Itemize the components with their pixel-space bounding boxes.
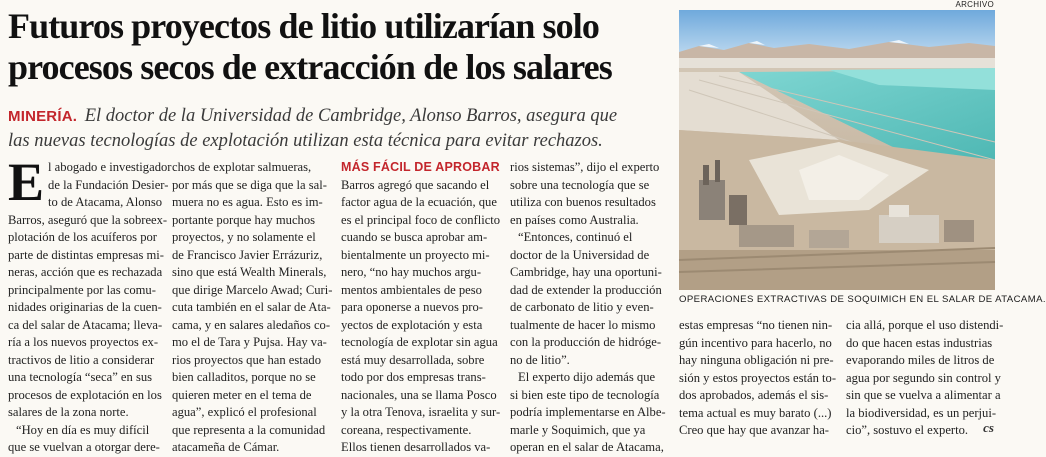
text-line: todo por dos empresas trans- [341,370,486,384]
text-line: podría implementarse en Albe- [510,405,666,419]
text-line: neras, acción que es rechazada [8,265,163,279]
text-line: estas empresas “no tienen nin- [679,318,833,332]
text-line: de Francisco Javier Errázuriz, [172,247,323,262]
article-column-3 [341,159,501,457]
text-line: cuando se busca aprobar am- [341,230,488,244]
salar-photo [679,10,995,290]
author-end-mark: cs [983,420,994,435]
text-line: bien calladitos, porque no se [172,370,316,384]
text-line: nidades originarias de la cuen- [8,300,162,314]
headline [8,6,673,88]
text-line: salares de la zona norte. [8,405,129,419]
text-line: tema actual es muy barato (...) [679,405,832,420]
text-line: plotación de los acuíferos por [8,230,157,244]
text-line: quieren meter en el tema de [172,387,312,402]
salar-landscape-image [679,10,995,290]
text-line: por más que se diga que la sal- [172,177,327,192]
text-line: es el principal foco de conflicto [341,212,501,227]
article-column-4 [510,159,672,457]
text-line: está muy desarrollada, sobre [341,352,485,367]
text-line: la biodiversidad, es un perjui- [846,405,997,420]
text-line: marle y Soquimich, que ya [510,422,646,437]
text-line: principalmente por las comu- [8,282,156,297]
text-line: muera no es agua. Esto es im- [172,195,323,209]
text-line: evaporando miles de litros de [846,353,995,367]
text-line: do que hacen estas industrias [846,335,993,350]
photo-caption: OPERACIONES EXTRACTIVAS DE SOQUIMICH EN EL SALAR DE ATACAMA. [679,294,1046,305]
text-line: ca del salar de Atacama; lleva- [8,317,163,332]
text-line: “Entonces, continuó el [518,230,633,244]
text-line: agua por segundo sin control y [846,370,1001,385]
text-line: si bien este tipo de tecnología [510,387,660,402]
text-line: proyectos, y no solamente el [172,230,316,244]
text-line: portante porque hay muchos [172,212,316,227]
text-line: factor agua de la ecuación, que [341,195,497,209]
text-line: tecnología de explotar sin agua [341,335,498,349]
text-line: hay ninguna obligación ni pre- [679,353,834,367]
text-line: tractivos de litio a considerar [8,352,155,367]
text-line: que se vuelvan a otorgar dere- [8,440,160,454]
text-line: cia allá, porque el uso distendi- [846,318,1004,332]
text-line: utiliza con buenos resultados [510,195,656,209]
text-line: sobre una tecnología que se [510,177,650,192]
text-line: atacameña de Cámar. [172,440,280,454]
text-line: nero, “no hay muchos argu- [341,265,482,279]
text-line: y la otra Tenova, israelita y sur- [341,405,501,419]
standfirst [8,104,678,153]
text-line: Creo que hay que avanzar ha- [679,423,829,437]
text-line: de la Fundación Desier- [48,177,169,192]
text-line: ría a los nuevos proyectos ex- [8,335,159,349]
text-line: yectos de explotación y esta [341,317,483,332]
text-line: El experto dijo además que [518,370,656,384]
text-line: sión y estos proyectos están to- [679,370,837,385]
text-line: parte de distintas empresas mi- [8,247,164,262]
text-line: operan en el salar de Atacama, [510,440,664,454]
text-line: rios proyectos que han estado [172,352,321,367]
text-line: mentos ambientales de peso [341,282,482,297]
text-line: sino que está Wealth Minerals, [172,265,327,279]
text-line: no de litio”. [510,352,570,367]
text-line: cama, y en salares aledaños co- [172,317,331,332]
text-line: sin que se vuelva a alimentar a [846,388,1001,402]
text-line: cuta también en el salar de Ata- [172,300,331,314]
text-line: Ellos tienen desarrollados va- [341,440,491,454]
headline-line: procesos secos de extracción de los salares [8,47,612,87]
section-kicker: MINERÍA. [8,108,78,125]
article-column-6 [846,317,1004,440]
text-line: mo el de Tara y Pujsa. Hay va- [172,335,327,349]
text-line: Cambridge, hay una oportuni- [510,265,662,279]
text-line: Barros agregó que sacando el [341,177,490,192]
text-line: rios sistemas”, dijo el experto [510,160,660,174]
text-line: agua”, explicó el profesional [172,405,317,419]
text-line: cio”, sostuvo el experto. [846,423,969,437]
text-line: Barros, aseguró que la sobreex- [8,212,168,227]
text-line: bientalmente un proyecto mi- [341,247,490,262]
text-line: to de Atacama, Alonso [48,195,163,209]
text-line: para oponerse a nuevos pro- [341,300,483,314]
standfirst-text: El doctor de la Universidad de Cambridge, Alonso Barros, asegura que [84,106,618,126]
text-line: “Hoy en día es muy difícil [16,422,150,437]
text-line: coreana, respectivamente. [341,422,472,437]
text-line: con la producción de hidróge- [510,335,662,349]
subheading: MÁS FÁCIL DE APROBAR [341,160,500,174]
text-line: gún incentivo para hacerlo, no [679,335,832,350]
text-line: que representa a la comunidad [172,422,326,437]
standfirst-line: las nuevas tecnologías de explotación utilizan esta técnica para evitar rechazos. [8,131,603,151]
text-line: nacionales, una se llama Posco [341,387,497,402]
text-line: chos de explotar salmueras, [172,160,312,174]
photo-credit: ARCHIVO [955,0,994,9]
text-line: en países como Australia. [510,212,639,227]
text-line: procesos de explotación en los [8,387,162,402]
drop-cap: E [8,152,45,212]
text-line: dos aprobados, además el sis- [679,388,829,402]
text-line: l abogado e investigador [48,160,172,174]
text-line: que dirige Marcelo Awad; Curi- [172,282,333,297]
article-column-2 [172,159,333,457]
text-line: una tecnología “seca” en sus [8,370,153,384]
article-column-5 [679,317,837,440]
article-column-1 [8,152,172,457]
text-line: doctor de la Universidad de [510,247,650,262]
standfirst-line [8,104,678,129]
text-line: tualmente de hacer lo mismo [510,317,656,332]
text-line: de carbonato de litio y even- [510,300,654,314]
text-line: dad de extender la producción [510,282,662,297]
headline-line: Futuros proyectos de litio utilizarían solo [8,6,599,46]
